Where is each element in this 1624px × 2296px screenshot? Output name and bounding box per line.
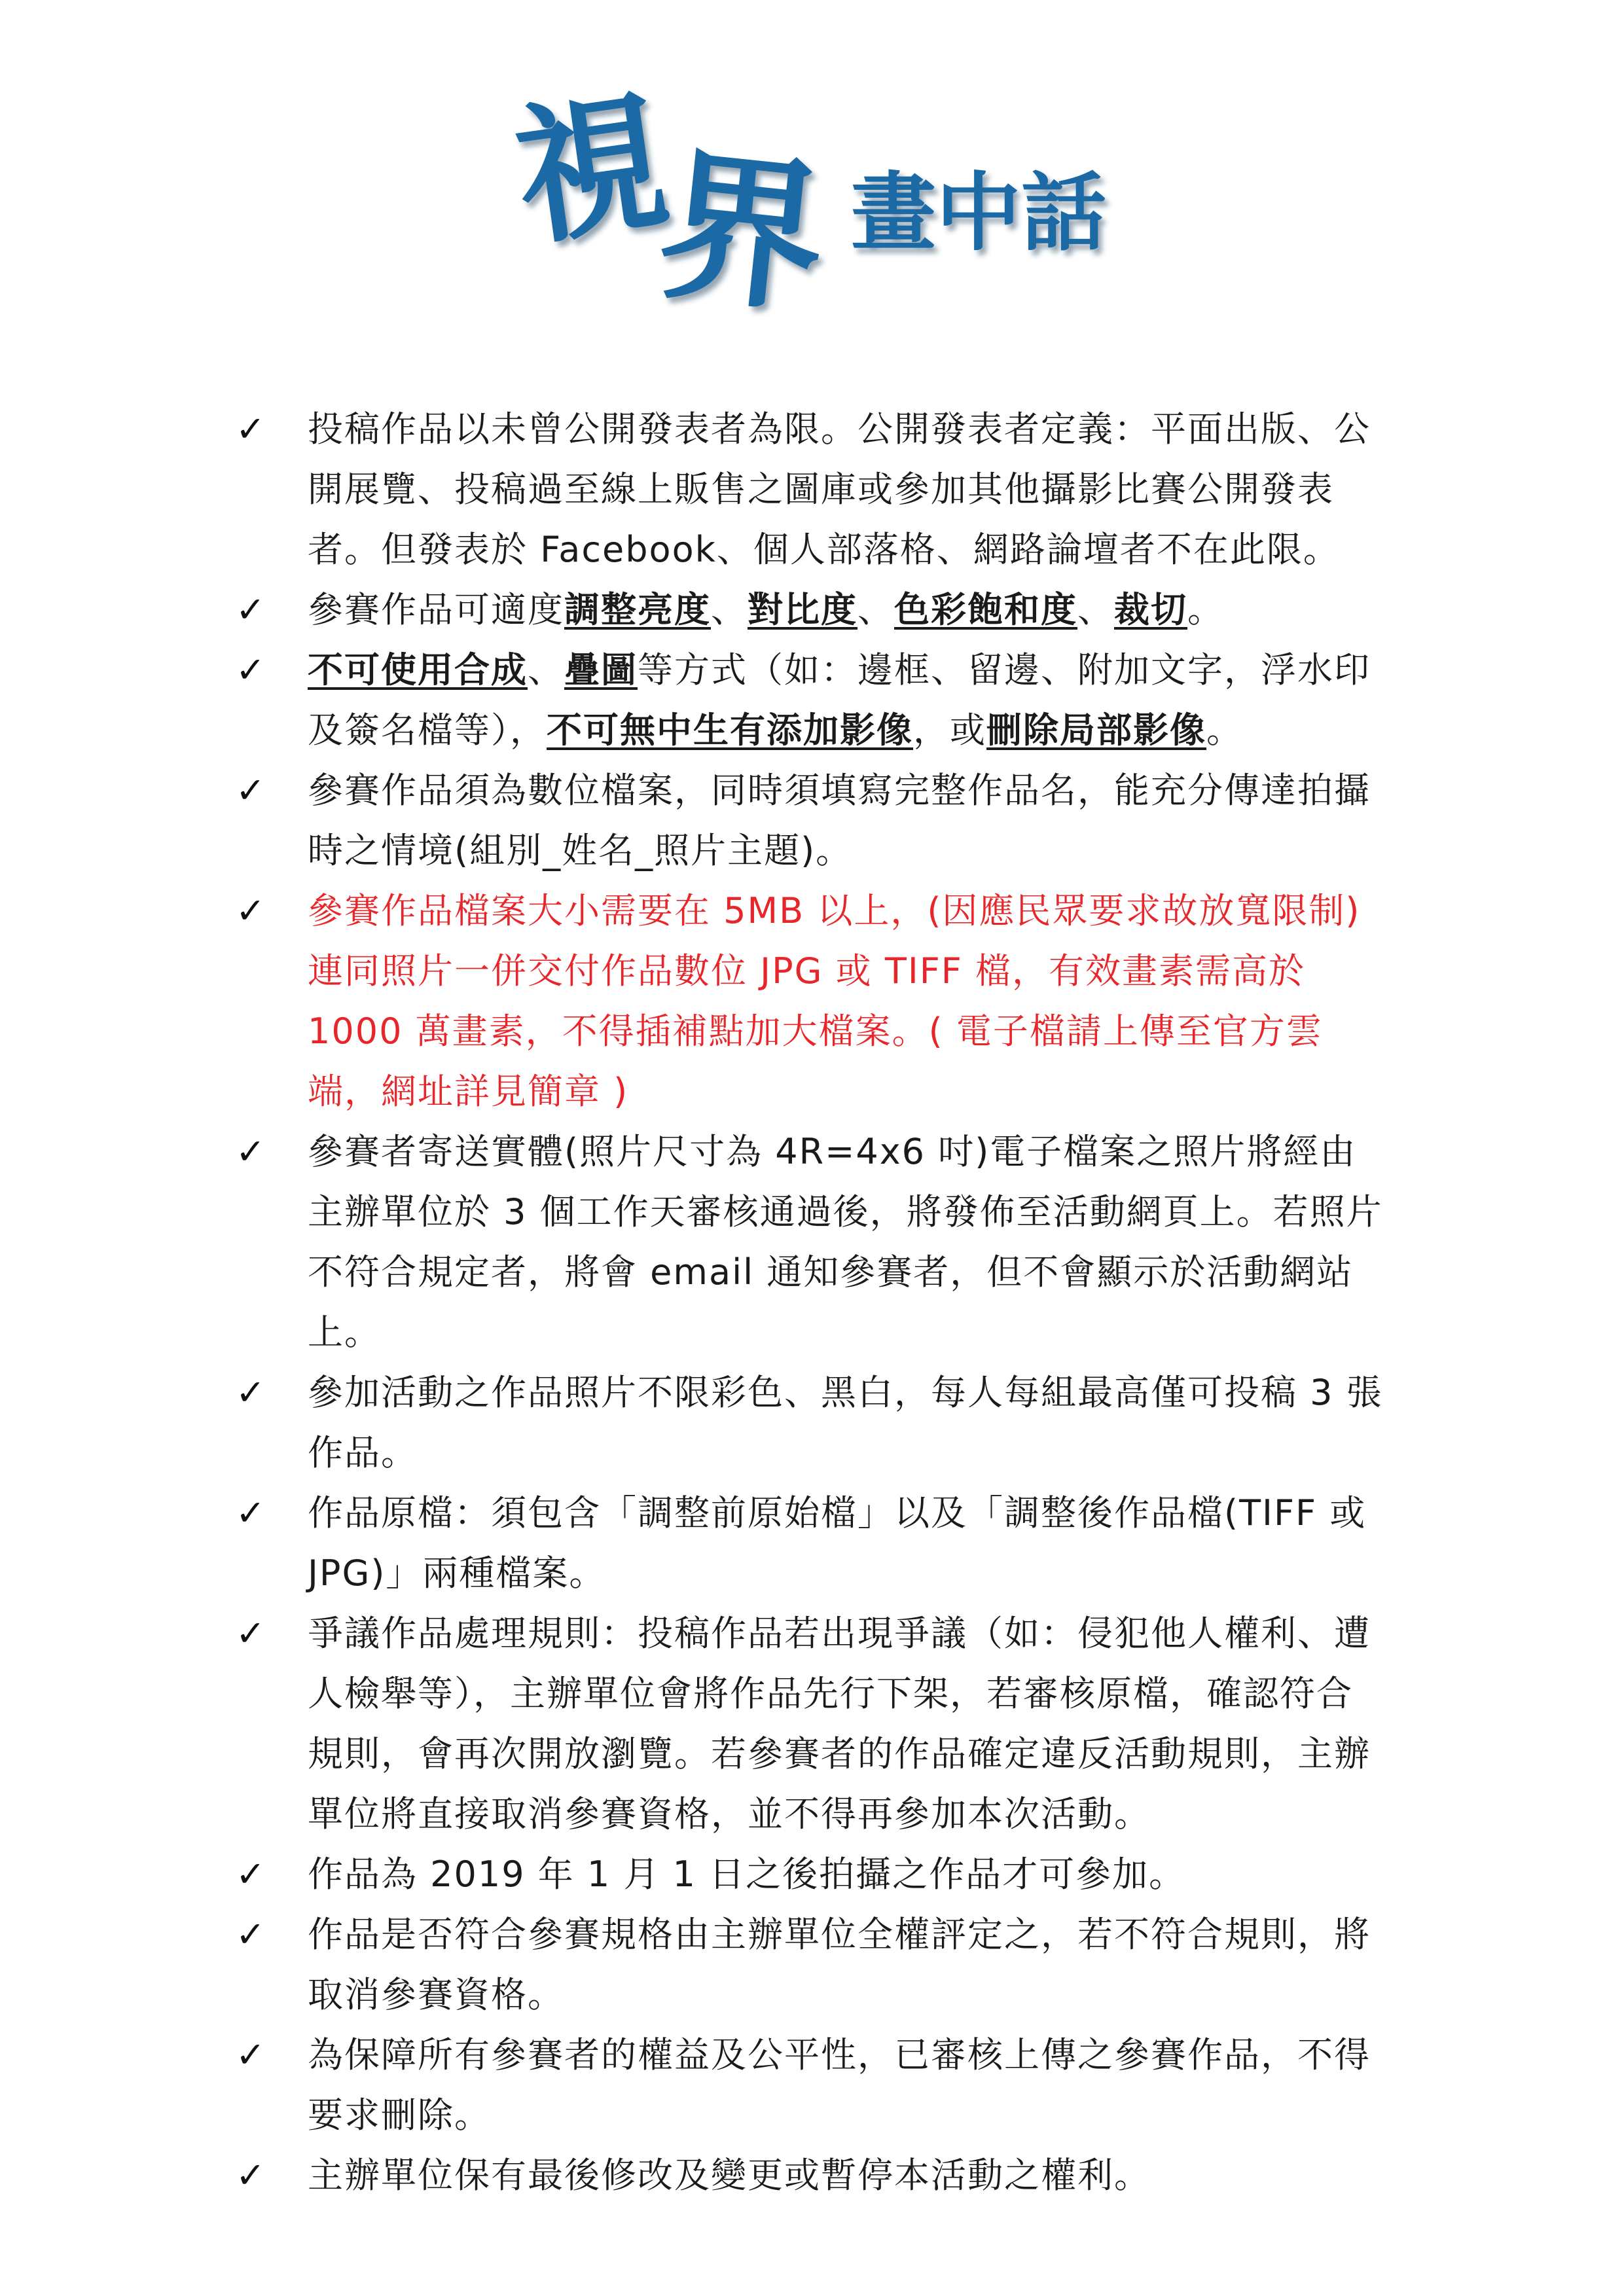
check-icon: ✓	[236, 2155, 267, 2196]
logo-char-2: 界	[650, 128, 834, 336]
check-icon: ✓	[236, 2034, 267, 2075]
emphasis-delete-partial: 刪除局部影像	[986, 709, 1206, 751]
rule-item	[236, 2145, 1388, 2206]
check-icon: ✓	[236, 1613, 267, 1654]
rule-item	[236, 1122, 1388, 1363]
check-icon: ✓	[236, 770, 267, 811]
check-icon: ✓	[236, 1914, 267, 1955]
emphasis-saturation: 色彩飽和度	[894, 589, 1077, 630]
calligraphy-logo-icon	[511, 79, 1126, 340]
check-icon: ✓	[236, 649, 267, 691]
logo-char-5: 話	[1021, 162, 1107, 262]
rule-text-highlighted: 參賽作品檔案大小需要在 5MB 以上，(因應民眾要求故放寬限制)連同照片一併交付作品數位 JPG 或 TIFF 檔，有效畫素需高於 1000 萬畫素，不得插補點加大檔案。( 電子檔請上傳至官方雲端，網址詳見簡章 )	[308, 890, 1361, 1112]
rule-text: 參賽者寄送實體(照片尺寸為 4R=4x6 吋)電子檔案之照片將經由主辦單位於 3 個工作天審核通過後，將發佈至活動網頁上。若照片不符合規定者，將會 email 通知參賽者，但不會顯示於活動網站上。	[308, 1131, 1383, 1353]
rule-text: 作品為 2019 年 1 月 1 日之後拍攝之作品才可參加。	[308, 1854, 1186, 1895]
rule-item	[236, 580, 1388, 640]
rule-text: 參加活動之作品照片不限彩色、黑白，每人每組最高僅可投稿 3 張作品。	[308, 1372, 1383, 1473]
emphasis-no-composite: 不可使用合成	[308, 649, 528, 691]
logo-char-4: 中	[936, 162, 1022, 262]
rule-item	[236, 1604, 1388, 1844]
rule-text: 投稿作品以未曾公開發表者為限。公開發表者定義：平面出版、公開展覽、投稿過至線上販售之圖庫或參加其他攝影比賽公開發表者。但發表於 Facebook、個人部落格、網路論壇者不在此限。	[308, 408, 1371, 570]
logo-char-1: 視	[511, 79, 679, 268]
rule-item	[236, 1905, 1388, 2025]
rule-item	[236, 640, 1388, 761]
check-icon: ✓	[236, 890, 267, 931]
emphasis-crop: 裁切	[1114, 589, 1187, 630]
emphasis-no-adding: 不可無中生有添加影像	[547, 709, 913, 751]
check-icon: ✓	[236, 1131, 267, 1172]
rule-text: 作品原檔：須包含「調整前原始檔」以及「調整後作品檔(TIFF 或 JPG)」兩種檔案。	[308, 1492, 1367, 1594]
rule-text: 主辦單位保有最後修改及變更或暫停本活動之權利。	[308, 2155, 1151, 2196]
check-icon: ✓	[236, 589, 267, 630]
rule-item	[236, 2025, 1388, 2145]
rule-text: 參賽作品可適度調整亮度、對比度、色彩飽和度、裁切。	[308, 589, 1224, 630]
rule-text: 作品是否符合參賽規格由主辦單位全權評定之，若不符合規則，將取消參賽資格。	[308, 1914, 1371, 2015]
logo	[511, 79, 1126, 340]
logo-char-3: 畫	[851, 162, 937, 262]
rule-text: 為保障所有參賽者的權益及公平性，已審核上傳之參賽作品，不得要求刪除。	[308, 2034, 1371, 2136]
rule-text: 不可使用合成、疊圖等方式（如：邊框、留邊、附加文字，浮水印及簽名檔等），不可無中生有添加影像，或刪除局部影像。	[308, 649, 1371, 751]
rule-item	[236, 399, 1388, 580]
rule-item	[236, 881, 1388, 1122]
rule-item	[236, 761, 1388, 881]
rule-item	[236, 1483, 1388, 1604]
rule-item	[236, 1363, 1388, 1483]
check-icon: ✓	[236, 408, 267, 450]
check-icon: ✓	[236, 1372, 267, 1413]
rule-item	[236, 1844, 1388, 1905]
rule-text: 參賽作品須為數位檔案，同時須填寫完整作品名，能充分傳達拍攝時之情境(組別_姓名_照片主題)。	[308, 770, 1371, 871]
rule-text: 爭議作品處理規則：投稿作品若出現爭議（如：侵犯他人權利、遭人檢舉等），主辦單位會將作品先行下架，若審核原檔，確認符合規則，會再次開放瀏覽。若參賽者的作品確定違反活動規則，主辦單位將直接取消參賽資格，並不得再參加本次活動。	[308, 1613, 1371, 1835]
emphasis-adjust-brightness: 調整亮度	[564, 589, 711, 630]
emphasis-contrast: 對比度	[748, 589, 857, 630]
rules-list	[236, 399, 1388, 2206]
emphasis-overlay: 疊圖	[564, 649, 638, 691]
check-icon: ✓	[236, 1854, 267, 1895]
check-icon: ✓	[236, 1492, 267, 1534]
